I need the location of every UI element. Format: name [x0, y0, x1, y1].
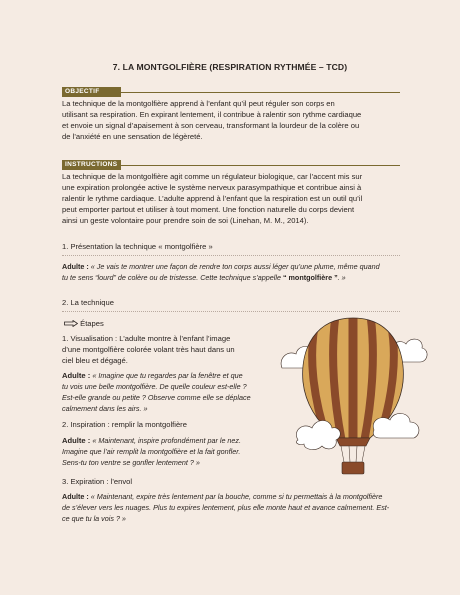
- visualisation-line: d’une montgolfière colorée volant très haut dans un: [62, 345, 235, 354]
- adulte1-line: Est-elle grande ou petite ? Observe comme elle se déplace: [62, 393, 251, 402]
- step2-heading: 2. La technique: [62, 298, 114, 307]
- adulte-label: Adulte :: [62, 371, 91, 380]
- objectif-line: et envoie un signal d’apaisement à son cerveau, transformant la lourdeur de la colère ou: [62, 121, 360, 130]
- adulte1-block: [62, 370, 272, 414]
- step1-heading: 1. Présentation la technique « montgolfière »: [62, 242, 213, 251]
- adulte1-line: calmement dans les airs. »: [62, 404, 148, 413]
- visualisation-block: [62, 333, 272, 366]
- step1-quote-line: « Je vais te montrer une façon de rendre ton corps aussi léger qu’une plume, même quand: [90, 262, 380, 271]
- visualisation-line: 1. Visualisation : L’adulte montre à l’enfant l’image: [62, 334, 231, 343]
- instructions-rule: [118, 165, 400, 166]
- visualisation-line: ciel bleu et dégagé.: [62, 356, 128, 365]
- inspiration-heading: 2. Inspiration : remplir la montgolfière: [62, 420, 187, 429]
- instructions-line: une expiration prolongée active le système nerveux parasympathique et contribue ainsi à: [62, 183, 362, 192]
- step1-divider: [62, 255, 400, 256]
- arrow-right-icon: [64, 320, 78, 329]
- adulte1-line: tu vois une belle montgolfière. De quelle couleur est-elle ?: [62, 382, 247, 391]
- objectif-paragraph: [62, 98, 400, 142]
- objectif-line: La technique de la montgolfière apprend à l’enfant qu’il peut réguler son corps en: [62, 99, 335, 108]
- objectif-line: utilisant sa respiration. En expirant lentement, il contribue à ralentir son rythme cardiaque: [62, 110, 362, 119]
- basket: [342, 462, 364, 474]
- adulte-label: Adulte :: [62, 262, 89, 271]
- objectif-header: OBJECTIF: [62, 87, 121, 97]
- hot-air-balloon-illustration: [278, 312, 428, 482]
- expiration-heading: 3. Expiration : l’envol: [62, 477, 133, 486]
- adulte-label: Adulte :: [62, 436, 91, 445]
- instructions-line: peut emporter partout et utiliser à tout moment. Une fonction naturelle du corps devient: [62, 205, 355, 214]
- instructions-line: ralentir le rythme cardiaque. L’adulte apprend à l’enfant que la respiration est un outil qu’il: [62, 194, 363, 203]
- adulte-label: Adulte :: [62, 492, 89, 501]
- step1-adulte: [62, 261, 400, 283]
- adulte3-line: de s’élever vers les nuages. Plus tu expires lentement, plus elle monte haut et avance calmement. Est-: [62, 503, 390, 512]
- adulte3-block: [62, 491, 400, 524]
- step1-quote-line: tu te sens “lourd” de colère ou de tristesse. Cette technique s’appelle: [62, 273, 283, 282]
- instructions-header: INSTRUCTIONS: [62, 160, 121, 170]
- adulte2-line: Sens-tu ton ventre se gonfler lentement ? »: [62, 458, 200, 467]
- adulte2-block: [62, 435, 272, 468]
- etapes-label: Étapes: [80, 319, 104, 328]
- technique-name: “ montgolfière ”: [282, 273, 338, 282]
- adulte2-line: « Maintenant, inspire profondément par le nez.: [92, 436, 242, 445]
- page-title: 7. LA MONTGOLFIÈRE (RESPIRATION RYTHMÉE – TCD): [112, 62, 348, 72]
- adulte3-line: « Maintenant, expire très lentement par la bouche, comme si tu permettais à la montgolfière: [90, 492, 383, 501]
- instructions-line: La technique de la montgolfière agit comme un régulateur biologique, car l’accent mis sur: [62, 172, 363, 181]
- instructions-paragraph: [62, 171, 400, 226]
- instructions-line: ainsi un geste volontaire pour prendre soin de soi (Linehan, M. M., 2014).: [62, 216, 309, 225]
- objectif-line: de l’anxiété en une sensation de légèreté.: [62, 132, 203, 141]
- adulte2-line: Imagine que l’air remplit la montgolfière et la fait gonfler.: [62, 447, 241, 456]
- etapes-row: [64, 319, 104, 329]
- adulte1-line: « Imagine que tu regardes par la fenêtre et que: [92, 371, 243, 380]
- step1-quote-end: . »: [337, 273, 346, 282]
- adulte3-line: ce que tu la vois ? »: [62, 514, 126, 523]
- objectif-rule: [118, 92, 400, 93]
